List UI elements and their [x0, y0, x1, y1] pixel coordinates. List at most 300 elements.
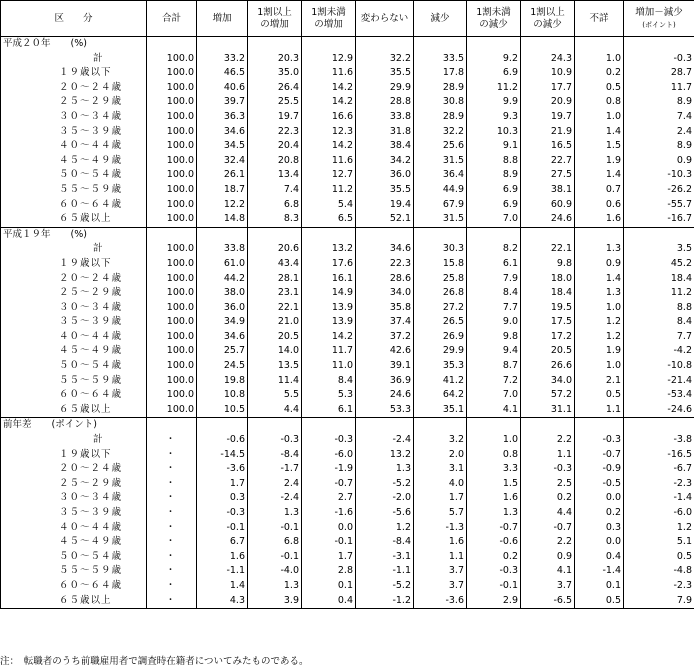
table-cell: 100.0 — [147, 344, 197, 359]
table-cell: 3.5 — [624, 242, 694, 257]
table-cell: 0.0 — [302, 521, 356, 536]
section-title — [1, 418, 147, 433]
table-cell: 1.4 — [575, 168, 624, 183]
table-cell: 19.7 — [248, 110, 302, 125]
table-cell: 7.0 — [467, 212, 521, 227]
table-cell: -5.6 — [356, 506, 414, 521]
table-cell: 0.6 — [575, 198, 624, 213]
table-cell: 100.0 — [147, 168, 197, 183]
table-cell: 7.7 — [467, 301, 521, 316]
table-cell: 2.4 — [624, 125, 694, 140]
table-cell: 25.8 — [414, 272, 467, 287]
table-cell: 9.9 — [467, 95, 521, 110]
table-row — [1, 433, 694, 448]
table-cell: 13.2 — [356, 448, 414, 463]
table-cell: 2.4 — [248, 477, 302, 492]
row-label: 計 — [1, 242, 147, 257]
table-cell: 26.9 — [414, 330, 467, 345]
row-label: ２５～２９歳 — [1, 477, 147, 492]
empty-cell — [624, 227, 694, 242]
table-cell: 34.9 — [197, 315, 248, 330]
table-row — [1, 272, 694, 287]
table-cell: 1.0 — [467, 433, 521, 448]
table-cell: 25.6 — [414, 139, 467, 154]
table-cell: 14.2 — [302, 330, 356, 345]
table-cell: -0.7 — [302, 477, 356, 492]
table-cell: -5.2 — [356, 477, 414, 492]
row-label: ３０～３４歳 — [1, 491, 147, 506]
table-cell: 100.0 — [147, 95, 197, 110]
table-cell: 4.1 — [521, 564, 575, 579]
table-cell: 52.1 — [356, 212, 414, 227]
table-cell: 11.2 — [624, 286, 694, 301]
table-cell: 8.7 — [467, 359, 521, 374]
table-cell: 100.0 — [147, 301, 197, 316]
table-cell: 1.4 — [197, 579, 248, 594]
table-cell: -1.1 — [356, 564, 414, 579]
table-cell: 1.2 — [575, 330, 624, 345]
table-cell: 5.7 — [414, 506, 467, 521]
table-cell: 1.3 — [356, 462, 414, 477]
table-cell: -0.3 — [467, 564, 521, 579]
table-cell: 34.6 — [197, 125, 248, 140]
table-cell: 0.2 — [575, 66, 624, 81]
table-cell: 1.9 — [575, 344, 624, 359]
row-label: ４０～４４歳 — [1, 330, 147, 345]
table-cell: 22.3 — [356, 257, 414, 272]
table-row — [1, 183, 694, 198]
table-row — [1, 315, 694, 330]
table-cell: 33.8 — [356, 110, 414, 125]
table-cell: 28.9 — [414, 110, 467, 125]
table-cell: 10.5 — [197, 403, 248, 418]
table-cell: 1.7 — [197, 477, 248, 492]
table-cell: 100.0 — [147, 388, 197, 403]
table-cell: 2.7 — [302, 491, 356, 506]
table-cell: -8.4 — [248, 448, 302, 463]
row-label: 計 — [1, 433, 147, 448]
table-cell: 14.2 — [302, 81, 356, 96]
table-cell: 34.6 — [356, 242, 414, 257]
table-cell: 4.4 — [248, 403, 302, 418]
table-cell: -0.3 — [197, 506, 248, 521]
table-cell: -5.2 — [356, 579, 414, 594]
table-cell: 20.5 — [248, 330, 302, 345]
table-header — [1, 1, 694, 37]
table-cell: 0.8 — [575, 95, 624, 110]
table-cell: 28.7 — [624, 66, 694, 81]
row-label: ４０～４４歳 — [1, 139, 147, 154]
table-cell: 36.4 — [414, 168, 467, 183]
table-cell: 20.3 — [248, 52, 302, 67]
table-cell: 18.4 — [521, 286, 575, 301]
table-cell: 60.9 — [521, 198, 575, 213]
table-cell: 6.5 — [302, 212, 356, 227]
table-cell: 1.6 — [414, 535, 467, 550]
empty-cell — [521, 227, 575, 242]
table-cell: ・ — [147, 448, 197, 463]
empty-cell — [624, 418, 694, 433]
row-label: ５０～５４歳 — [1, 550, 147, 565]
table-cell: 31.8 — [356, 125, 414, 140]
table-cell: 17.2 — [521, 330, 575, 345]
table-cell: 3.7 — [414, 579, 467, 594]
table-cell: 1.6 — [197, 550, 248, 565]
table-cell: 100.0 — [147, 183, 197, 198]
table-cell: ・ — [147, 535, 197, 550]
section-header-row — [1, 227, 694, 242]
table-cell: -0.1 — [467, 579, 521, 594]
table-cell: 0.8 — [467, 448, 521, 463]
header-net: 増加－減少 (ポイント) — [624, 1, 694, 37]
table-cell: 31.1 — [521, 403, 575, 418]
row-label: １９歳以下 — [1, 257, 147, 272]
empty-cell — [302, 227, 356, 242]
row-label: ４５～４９歳 — [1, 344, 147, 359]
table-cell: 41.2 — [414, 374, 467, 389]
table-cell: 27.5 — [521, 168, 575, 183]
row-label: ６５歳以上 — [1, 403, 147, 418]
table-cell: 14.9 — [302, 286, 356, 301]
table-cell: 1.7 — [302, 550, 356, 565]
table-cell: 8.4 — [467, 286, 521, 301]
table-cell: 0.0 — [575, 535, 624, 550]
table-cell: 100.0 — [147, 154, 197, 169]
table-cell: -53.4 — [624, 388, 694, 403]
table-cell: -0.1 — [302, 535, 356, 550]
table-cell: 35.0 — [248, 66, 302, 81]
table-cell: 1.7 — [414, 491, 467, 506]
table-cell: 100.0 — [147, 66, 197, 81]
empty-cell — [356, 227, 414, 242]
table-cell: -0.1 — [248, 521, 302, 536]
table-cell: 7.4 — [248, 183, 302, 198]
table-cell: 36.0 — [356, 168, 414, 183]
table-cell: -1.6 — [302, 506, 356, 521]
table-cell: 24.6 — [521, 212, 575, 227]
row-label: ２５～２９歳 — [1, 95, 147, 110]
table-cell: 12.2 — [197, 198, 248, 213]
table-cell: -2.4 — [248, 491, 302, 506]
table-row — [1, 198, 694, 213]
table-row — [1, 110, 694, 125]
table-cell: 100.0 — [147, 242, 197, 257]
table-cell: -4.0 — [248, 564, 302, 579]
table-cell: 3.3 — [467, 462, 521, 477]
table-cell: -0.7 — [467, 521, 521, 536]
section-title-text: 前年差 — [3, 419, 32, 431]
footnote: 注： 転職者のうち前職雇用者で調査時在籍者についてみたものである。 — [0, 656, 309, 667]
row-label: ５０～５４歳 — [1, 168, 147, 183]
table-cell: 17.6 — [302, 257, 356, 272]
table-cell: -2.3 — [624, 477, 694, 492]
table-cell: 5.4 — [302, 198, 356, 213]
table-row — [1, 594, 694, 609]
table-cell: 100.0 — [147, 257, 197, 272]
table-cell: 34.5 — [197, 139, 248, 154]
table-cell: 100.0 — [147, 139, 197, 154]
table-cell: 2.9 — [467, 594, 521, 609]
table-cell: 100.0 — [147, 212, 197, 227]
table-cell: 34.2 — [356, 154, 414, 169]
empty-cell — [467, 227, 521, 242]
table-cell: 1.6 — [467, 491, 521, 506]
table-cell: 0.9 — [575, 257, 624, 272]
table-row — [1, 388, 694, 403]
table-cell: 6.8 — [248, 198, 302, 213]
table-cell: 22.3 — [248, 125, 302, 140]
table-cell: 5.3 — [302, 388, 356, 403]
table-cell: -1.3 — [414, 521, 467, 536]
table-cell: -6.0 — [302, 448, 356, 463]
table-cell: -10.8 — [624, 359, 694, 374]
table-cell: 15.8 — [414, 257, 467, 272]
row-label: ２０～２４歳 — [1, 272, 147, 287]
table-cell: 13.4 — [248, 168, 302, 183]
table-cell: -0.1 — [248, 550, 302, 565]
table-cell: -2.0 — [356, 491, 414, 506]
table-cell: 7.9 — [624, 594, 694, 609]
table-cell: 1.5 — [575, 139, 624, 154]
row-label: ５５～５９歳 — [1, 183, 147, 198]
table-cell: 22.1 — [248, 301, 302, 316]
table-cell: ・ — [147, 564, 197, 579]
table-body — [1, 37, 694, 609]
table-cell: 1.3 — [575, 242, 624, 257]
table-cell: -1.4 — [624, 491, 694, 506]
table-cell: 44.2 — [197, 272, 248, 287]
table-cell: 18.4 — [624, 272, 694, 287]
table-cell: 11.7 — [302, 344, 356, 359]
table-cell: 33.5 — [414, 52, 467, 67]
table-cell: 17.8 — [414, 66, 467, 81]
table-cell: 32.2 — [356, 52, 414, 67]
table-cell: -1.2 — [356, 594, 414, 609]
table-cell: ・ — [147, 433, 197, 448]
row-label: ３５～３９歳 — [1, 315, 147, 330]
row-label: ３０～３４歳 — [1, 110, 147, 125]
table-cell: ・ — [147, 491, 197, 506]
empty-cell — [147, 37, 197, 52]
table-cell: -0.3 — [575, 433, 624, 448]
table-row — [1, 550, 694, 565]
table-cell: 38.1 — [521, 183, 575, 198]
table-cell: 1.2 — [575, 315, 624, 330]
table-cell: 3.9 — [248, 594, 302, 609]
table-cell: 3.2 — [414, 433, 467, 448]
table-cell: ・ — [147, 579, 197, 594]
row-label: ６０～６４歳 — [1, 198, 147, 213]
table-cell: 8.9 — [467, 168, 521, 183]
table-cell: 4.4 — [521, 506, 575, 521]
table-cell: 14.8 — [197, 212, 248, 227]
table-cell: 67.9 — [414, 198, 467, 213]
table-row — [1, 257, 694, 272]
empty-cell — [414, 418, 467, 433]
table-cell: 9.2 — [467, 52, 521, 67]
table-cell: 1.4 — [575, 125, 624, 140]
table-cell: 10.9 — [521, 66, 575, 81]
table-cell: 2.1 — [575, 374, 624, 389]
table-cell: 25.7 — [197, 344, 248, 359]
table-cell: 7.4 — [624, 110, 694, 125]
table-cell: 18.7 — [197, 183, 248, 198]
table-cell: 3.7 — [414, 564, 467, 579]
table-cell: 7.0 — [467, 388, 521, 403]
table-cell: 31.5 — [414, 212, 467, 227]
table-cell: 24.3 — [521, 52, 575, 67]
table-cell: 39.7 — [197, 95, 248, 110]
table-cell: -3.8 — [624, 433, 694, 448]
table-cell: 13.5 — [248, 359, 302, 374]
table-cell: 39.1 — [356, 359, 414, 374]
header-increase-over10: 1割以上 の増加 — [248, 1, 302, 37]
table-cell: 25.5 — [248, 95, 302, 110]
table-cell: 33.2 — [197, 52, 248, 67]
table-cell: 22.1 — [521, 242, 575, 257]
table-row — [1, 462, 694, 477]
empty-cell — [575, 418, 624, 433]
table-row — [1, 330, 694, 345]
table-cell: 12.3 — [302, 125, 356, 140]
table-cell: 9.0 — [467, 315, 521, 330]
table-cell: -0.7 — [575, 448, 624, 463]
table-cell: -0.9 — [575, 462, 624, 477]
table-cell: 0.7 — [575, 183, 624, 198]
table-cell: 0.1 — [575, 579, 624, 594]
table-cell: 0.5 — [575, 388, 624, 403]
row-label: ２０～２４歳 — [1, 462, 147, 477]
header-category: 区 分 — [1, 1, 147, 37]
table-cell: 44.9 — [414, 183, 467, 198]
table-cell: 36.3 — [197, 110, 248, 125]
table-row — [1, 477, 694, 492]
table-cell: 45.2 — [624, 257, 694, 272]
table-cell: 6.9 — [467, 198, 521, 213]
table-cell: 29.9 — [356, 81, 414, 96]
header-unchanged: 変わらない — [356, 1, 414, 37]
table-cell: -24.6 — [624, 403, 694, 418]
empty-cell — [248, 227, 302, 242]
section-title-text: 平成１９年 — [3, 228, 51, 240]
table-cell: 0.4 — [575, 550, 624, 565]
table-cell: 2.8 — [302, 564, 356, 579]
table-cell: 8.9 — [624, 95, 694, 110]
table-row — [1, 506, 694, 521]
table-cell: 12.7 — [302, 168, 356, 183]
table-cell: 34.6 — [197, 330, 248, 345]
table-row — [1, 521, 694, 536]
table-cell: 57.2 — [521, 388, 575, 403]
table-cell: 100.0 — [147, 81, 197, 96]
table-cell: 9.4 — [467, 344, 521, 359]
table-cell: 9.8 — [467, 330, 521, 345]
table-cell: 0.3 — [575, 521, 624, 536]
empty-cell — [414, 37, 467, 52]
table-cell: 35.5 — [356, 183, 414, 198]
row-label: １９歳以下 — [1, 448, 147, 463]
table-cell: ・ — [147, 550, 197, 565]
table-cell: 4.1 — [467, 403, 521, 418]
section-unit: (%) — [70, 38, 87, 49]
row-label: ５５～５９歳 — [1, 374, 147, 389]
table-cell: 0.5 — [575, 594, 624, 609]
table-cell: 35.3 — [414, 359, 467, 374]
table-cell: 20.4 — [248, 139, 302, 154]
table-cell: 37.4 — [356, 315, 414, 330]
empty-cell — [467, 37, 521, 52]
table-cell: -0.3 — [302, 433, 356, 448]
table-cell: 22.7 — [521, 154, 575, 169]
table-cell: 10.3 — [467, 125, 521, 140]
table-cell: 26.8 — [414, 286, 467, 301]
table-cell: 36.0 — [197, 301, 248, 316]
table-cell: 8.2 — [467, 242, 521, 257]
table-cell: 1.5 — [467, 477, 521, 492]
table-cell: -0.6 — [467, 535, 521, 550]
row-label: ４５～４９歳 — [1, 535, 147, 550]
table-cell: -2.3 — [624, 579, 694, 594]
table-cell: 9.8 — [521, 257, 575, 272]
table-cell: 28.9 — [414, 81, 467, 96]
table-cell: 100.0 — [147, 52, 197, 67]
table-row — [1, 579, 694, 594]
table-cell: -55.7 — [624, 198, 694, 213]
table-row — [1, 359, 694, 374]
table-cell: 1.1 — [414, 550, 467, 565]
table-cell: 6.8 — [248, 535, 302, 550]
table-cell: -26.2 — [624, 183, 694, 198]
table-cell: -16.7 — [624, 212, 694, 227]
table-cell: 11.7 — [624, 81, 694, 96]
table-cell: 7.9 — [467, 272, 521, 287]
empty-cell — [248, 418, 302, 433]
table-cell: 64.2 — [414, 388, 467, 403]
table-cell: 24.6 — [356, 388, 414, 403]
table-cell: 38.0 — [197, 286, 248, 301]
header-decrease-under10: 1割未満 の減少 — [467, 1, 521, 37]
header-total: 合計 — [147, 1, 197, 37]
table-cell: 26.6 — [521, 359, 575, 374]
table-cell: 0.2 — [575, 506, 624, 521]
table-cell: 2.2 — [521, 535, 575, 550]
table-cell: -0.3 — [521, 462, 575, 477]
table-cell: 23.1 — [248, 286, 302, 301]
table-cell: 40.6 — [197, 81, 248, 96]
table-cell: 28.8 — [356, 95, 414, 110]
row-label: ３５～３９歳 — [1, 125, 147, 140]
table-cell: 19.5 — [521, 301, 575, 316]
empty-cell — [147, 227, 197, 242]
table-cell: 13.9 — [302, 301, 356, 316]
row-label: ４５～４９歳 — [1, 154, 147, 169]
empty-cell — [302, 418, 356, 433]
table-row — [1, 66, 694, 81]
table-cell: 1.4 — [575, 272, 624, 287]
table-cell: 34.0 — [356, 286, 414, 301]
table-cell: 24.5 — [197, 359, 248, 374]
table-cell: 0.5 — [575, 81, 624, 96]
table-cell: ・ — [147, 477, 197, 492]
table-cell: 31.5 — [414, 154, 467, 169]
table-cell: -4.8 — [624, 564, 694, 579]
table-cell: -0.7 — [521, 521, 575, 536]
table-row — [1, 125, 694, 140]
table-cell: 7.7 — [624, 330, 694, 345]
table-cell: 0.9 — [624, 154, 694, 169]
table-cell: 19.7 — [521, 110, 575, 125]
table-cell: 27.2 — [414, 301, 467, 316]
